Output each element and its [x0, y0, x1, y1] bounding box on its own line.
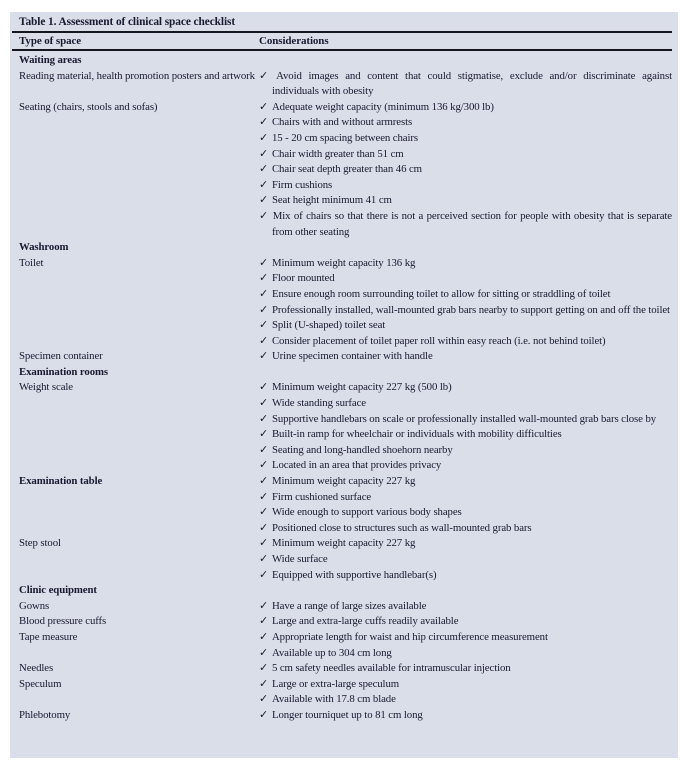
- check-item-text: 15 - 20 cm spacing between chairs: [271, 131, 418, 144]
- space-type-label: Blood pressure cuffs: [19, 615, 107, 628]
- checkmark-icon: ✓: [259, 662, 268, 675]
- checkmark-icon: ✓: [259, 553, 268, 565]
- check-item-text: Split (U-shaped) toilet seat: [271, 319, 386, 332]
- check-item: [259, 131, 672, 147]
- checkmark-icon: ✓: [259, 100, 268, 113]
- row-gowns: [12, 599, 672, 615]
- checkmark-icon: ✓: [259, 319, 268, 332]
- check-item-text: Firm cushioned surface: [271, 490, 372, 503]
- row-examination-table: [12, 474, 672, 536]
- checkmark-icon: ✓: [259, 615, 268, 628]
- considerations-cell: [259, 677, 672, 708]
- check-item: [259, 568, 672, 584]
- considerations-cell: [259, 614, 672, 630]
- considerations-cell: [259, 380, 672, 474]
- check-item: [259, 536, 672, 552]
- section-heading-clinic-equipment: Clinic equipment: [19, 584, 97, 597]
- check-item: [259, 100, 672, 116]
- check-item: [259, 443, 672, 459]
- checkmark-icon: ✓: [259, 490, 268, 503]
- checkmark-icon: ✓: [259, 131, 268, 144]
- considerations-cell: [259, 349, 672, 365]
- check-item-text: Minimum weight capacity 227 kg: [271, 475, 416, 488]
- check-item: [259, 178, 672, 194]
- check-item: [259, 490, 672, 506]
- check-item-text: Floor mounted: [271, 272, 335, 285]
- considerations-cell: [259, 708, 672, 724]
- check-item-text: Consider placement of toilet paper roll within easy reach (i.e. not behind toilet): [271, 334, 606, 347]
- checkmark-icon: ✓: [259, 599, 268, 612]
- check-item: [259, 458, 672, 474]
- space-type-label: Specimen container: [19, 350, 103, 363]
- check-item-text: Firm cushions: [271, 178, 333, 191]
- row-weight-scale: [12, 380, 672, 474]
- check-item-text: Large or extra-large speculum: [271, 677, 400, 690]
- considerations-cell: [259, 630, 672, 661]
- check-item-text: Ensure enough room surrounding toilet to allow for sitting or straddling of toilet: [271, 287, 611, 300]
- considerations-cell: [259, 474, 672, 536]
- table-body: [12, 51, 672, 724]
- check-item: [259, 147, 672, 163]
- check-item-text: Available with 17.8 cm blade: [271, 693, 396, 706]
- check-item-text: Wide enough to support various body shapes: [271, 506, 462, 519]
- table-title: Table 1. Assessment of clinical space checklist: [19, 16, 236, 28]
- check-item-text: Wide surface: [271, 553, 328, 565]
- check-item-text: Wide standing surface: [271, 397, 366, 410]
- check-item: [259, 599, 672, 615]
- checkmark-icon: ✓: [259, 677, 268, 690]
- check-item: [259, 271, 672, 287]
- check-item: [259, 474, 672, 490]
- checkmark-icon: ✓: [259, 256, 268, 269]
- space-type-label: Weight scale: [19, 381, 73, 394]
- check-item-text: Located in an area that provides privacy: [271, 459, 442, 472]
- check-item: [259, 427, 672, 443]
- row-step-stool: [12, 536, 672, 583]
- check-item: [259, 209, 672, 240]
- row-speculum: [12, 677, 672, 708]
- check-item-text: Supportive handlebars on scale or professionally installed wall-mounted grab bars close by: [271, 412, 657, 425]
- check-item-text: Available up to 304 cm long: [271, 646, 392, 659]
- check-item-text: Chair width greater than 51 cm: [271, 147, 404, 160]
- check-item: [259, 692, 672, 708]
- col-header-considerations: Considerations: [259, 35, 329, 47]
- space-type-label: Step stool: [19, 537, 61, 550]
- check-item-text: Longer tourniquet up to 81 cm long: [271, 708, 423, 721]
- checkmark-icon: ✓: [259, 397, 268, 410]
- check-item-text: Mix of chairs so that there is not a perceived section for people with obesity that is separate from other seating: [272, 209, 672, 238]
- checkmark-icon: ✓: [259, 475, 268, 488]
- row-needles: [12, 661, 672, 677]
- check-item: [259, 614, 672, 630]
- checkmark-icon: ✓: [259, 521, 268, 534]
- check-item-text: Avoid images and content that could stigmatise, exclude and/or discriminate against individuals with obesity: [272, 69, 672, 98]
- table-panel: [10, 12, 678, 758]
- check-item: [259, 193, 672, 209]
- section-heading-waiting-areas: Waiting areas: [19, 54, 82, 66]
- checkmark-icon: ✓: [259, 334, 268, 347]
- row-seating: [12, 100, 672, 240]
- checkmark-icon: ✓: [259, 708, 268, 721]
- check-item-text: Positioned close to structures such as wall-mounted grab bars: [271, 521, 532, 534]
- check-item-text: Minimum weight capacity 227 kg: [271, 537, 416, 550]
- check-item-text: Minimum weight capacity 227 kg (500 lb): [271, 381, 452, 394]
- checkmark-icon: ✓: [259, 69, 273, 82]
- check-item: [259, 349, 672, 365]
- space-type-label: Toilet: [19, 256, 44, 269]
- check-item-text: Minimum weight capacity 136 kg: [271, 256, 416, 269]
- considerations-cell: [259, 69, 672, 100]
- checkmark-icon: ✓: [259, 428, 268, 441]
- check-item-text: Large and extra-large cuffs readily available: [271, 615, 459, 628]
- checkmark-icon: ✓: [259, 537, 268, 550]
- considerations-cell: [259, 599, 672, 615]
- checkmark-icon: ✓: [259, 693, 268, 706]
- check-item-text: 5 cm safety needles available for intramuscular injection: [271, 662, 511, 675]
- check-item: [259, 677, 672, 693]
- row-specimen-container: [12, 349, 672, 365]
- check-item-text: Professionally installed, wall-mounted grab bars nearby to support getting on and off the toilet: [271, 303, 670, 316]
- check-item: [259, 69, 672, 100]
- check-item: [259, 256, 672, 272]
- check-item-text: Adequate weight capacity (minimum 136 kg/300 lb): [271, 100, 494, 113]
- considerations-cell: [259, 256, 672, 350]
- check-item-text: Seating and long-handled shoehorn nearby: [271, 443, 453, 456]
- check-item: [259, 630, 672, 646]
- space-type-label: Speculum: [19, 677, 62, 690]
- checkmark-icon: ✓: [259, 459, 268, 472]
- space-type-label: Needles: [19, 662, 54, 675]
- row-toilet: [12, 256, 672, 350]
- check-item: [259, 162, 672, 178]
- row-tape-measure: [12, 630, 672, 661]
- space-type-label: Reading material, health promotion posters and artwork: [19, 69, 255, 82]
- checkmark-icon: ✓: [259, 350, 268, 363]
- considerations-cell: [259, 536, 672, 583]
- check-item-text: Seat height minimum 41 cm: [271, 194, 392, 207]
- check-item: [259, 318, 672, 334]
- check-item: [259, 521, 672, 537]
- considerations-cell: [259, 100, 672, 240]
- checkmark-icon: ✓: [259, 163, 268, 176]
- row-reading-material: [12, 69, 672, 100]
- check-item: [259, 646, 672, 662]
- check-item-text: Equipped with supportive handlebar(s): [271, 568, 437, 581]
- checkmark-icon: ✓: [259, 506, 268, 519]
- checkmark-icon: ✓: [259, 412, 268, 425]
- checkmark-icon: ✓: [259, 646, 268, 659]
- check-item-text: Chair seat depth greater than 46 cm: [271, 163, 422, 176]
- check-item: [259, 334, 672, 350]
- checkmark-icon: ✓: [259, 443, 268, 456]
- checkmark-icon: ✓: [259, 568, 268, 581]
- check-item: [259, 115, 672, 131]
- col-header-type-of-space: Type of space: [19, 35, 82, 47]
- check-item-text: Urine specimen container with handle: [271, 350, 433, 363]
- check-item-text: Appropriate length for waist and hip circumference measurement: [271, 630, 548, 643]
- check-item: [259, 287, 672, 303]
- check-item-text: Built-in ramp for wheelchair or individuals with mobility difficulties: [271, 428, 562, 441]
- considerations-cell: [259, 661, 672, 677]
- space-type-label: Tape measure: [19, 630, 78, 643]
- check-item: [259, 396, 672, 412]
- check-item: [259, 505, 672, 521]
- check-item-text: Have a range of large sizes available: [271, 599, 427, 612]
- checkmark-icon: ✓: [259, 303, 268, 316]
- section-heading-examination-rooms: Examination rooms: [19, 365, 108, 378]
- check-item: [259, 412, 672, 428]
- section-heading-washroom: Washroom: [19, 241, 69, 254]
- check-item-text: Chairs with and without armrests: [271, 116, 413, 129]
- checkmark-icon: ✓: [259, 272, 268, 285]
- space-type-label: Examination table: [19, 475, 103, 488]
- checkmark-icon: ✓: [259, 630, 268, 643]
- checkmark-icon: ✓: [259, 147, 268, 160]
- checkmark-icon: ✓: [259, 194, 268, 207]
- checkmark-icon: ✓: [259, 209, 269, 222]
- checkmark-icon: ✓: [259, 178, 268, 191]
- checkmark-icon: ✓: [259, 116, 268, 129]
- check-item: [259, 380, 672, 396]
- table-header-row: [12, 33, 672, 49]
- row-phlebotomy: [12, 708, 672, 724]
- check-item: [259, 552, 672, 568]
- checkmark-icon: ✓: [259, 287, 268, 300]
- check-item: [259, 708, 672, 724]
- row-blood-pressure-cuffs: [12, 614, 672, 630]
- space-type-label: Gowns: [19, 599, 50, 612]
- check-item: [259, 661, 672, 677]
- check-item: [259, 303, 672, 319]
- space-type-label: Phlebotomy: [19, 708, 71, 721]
- checkmark-icon: ✓: [259, 381, 268, 394]
- space-type-label: Seating (chairs, stools and sofas): [19, 100, 158, 113]
